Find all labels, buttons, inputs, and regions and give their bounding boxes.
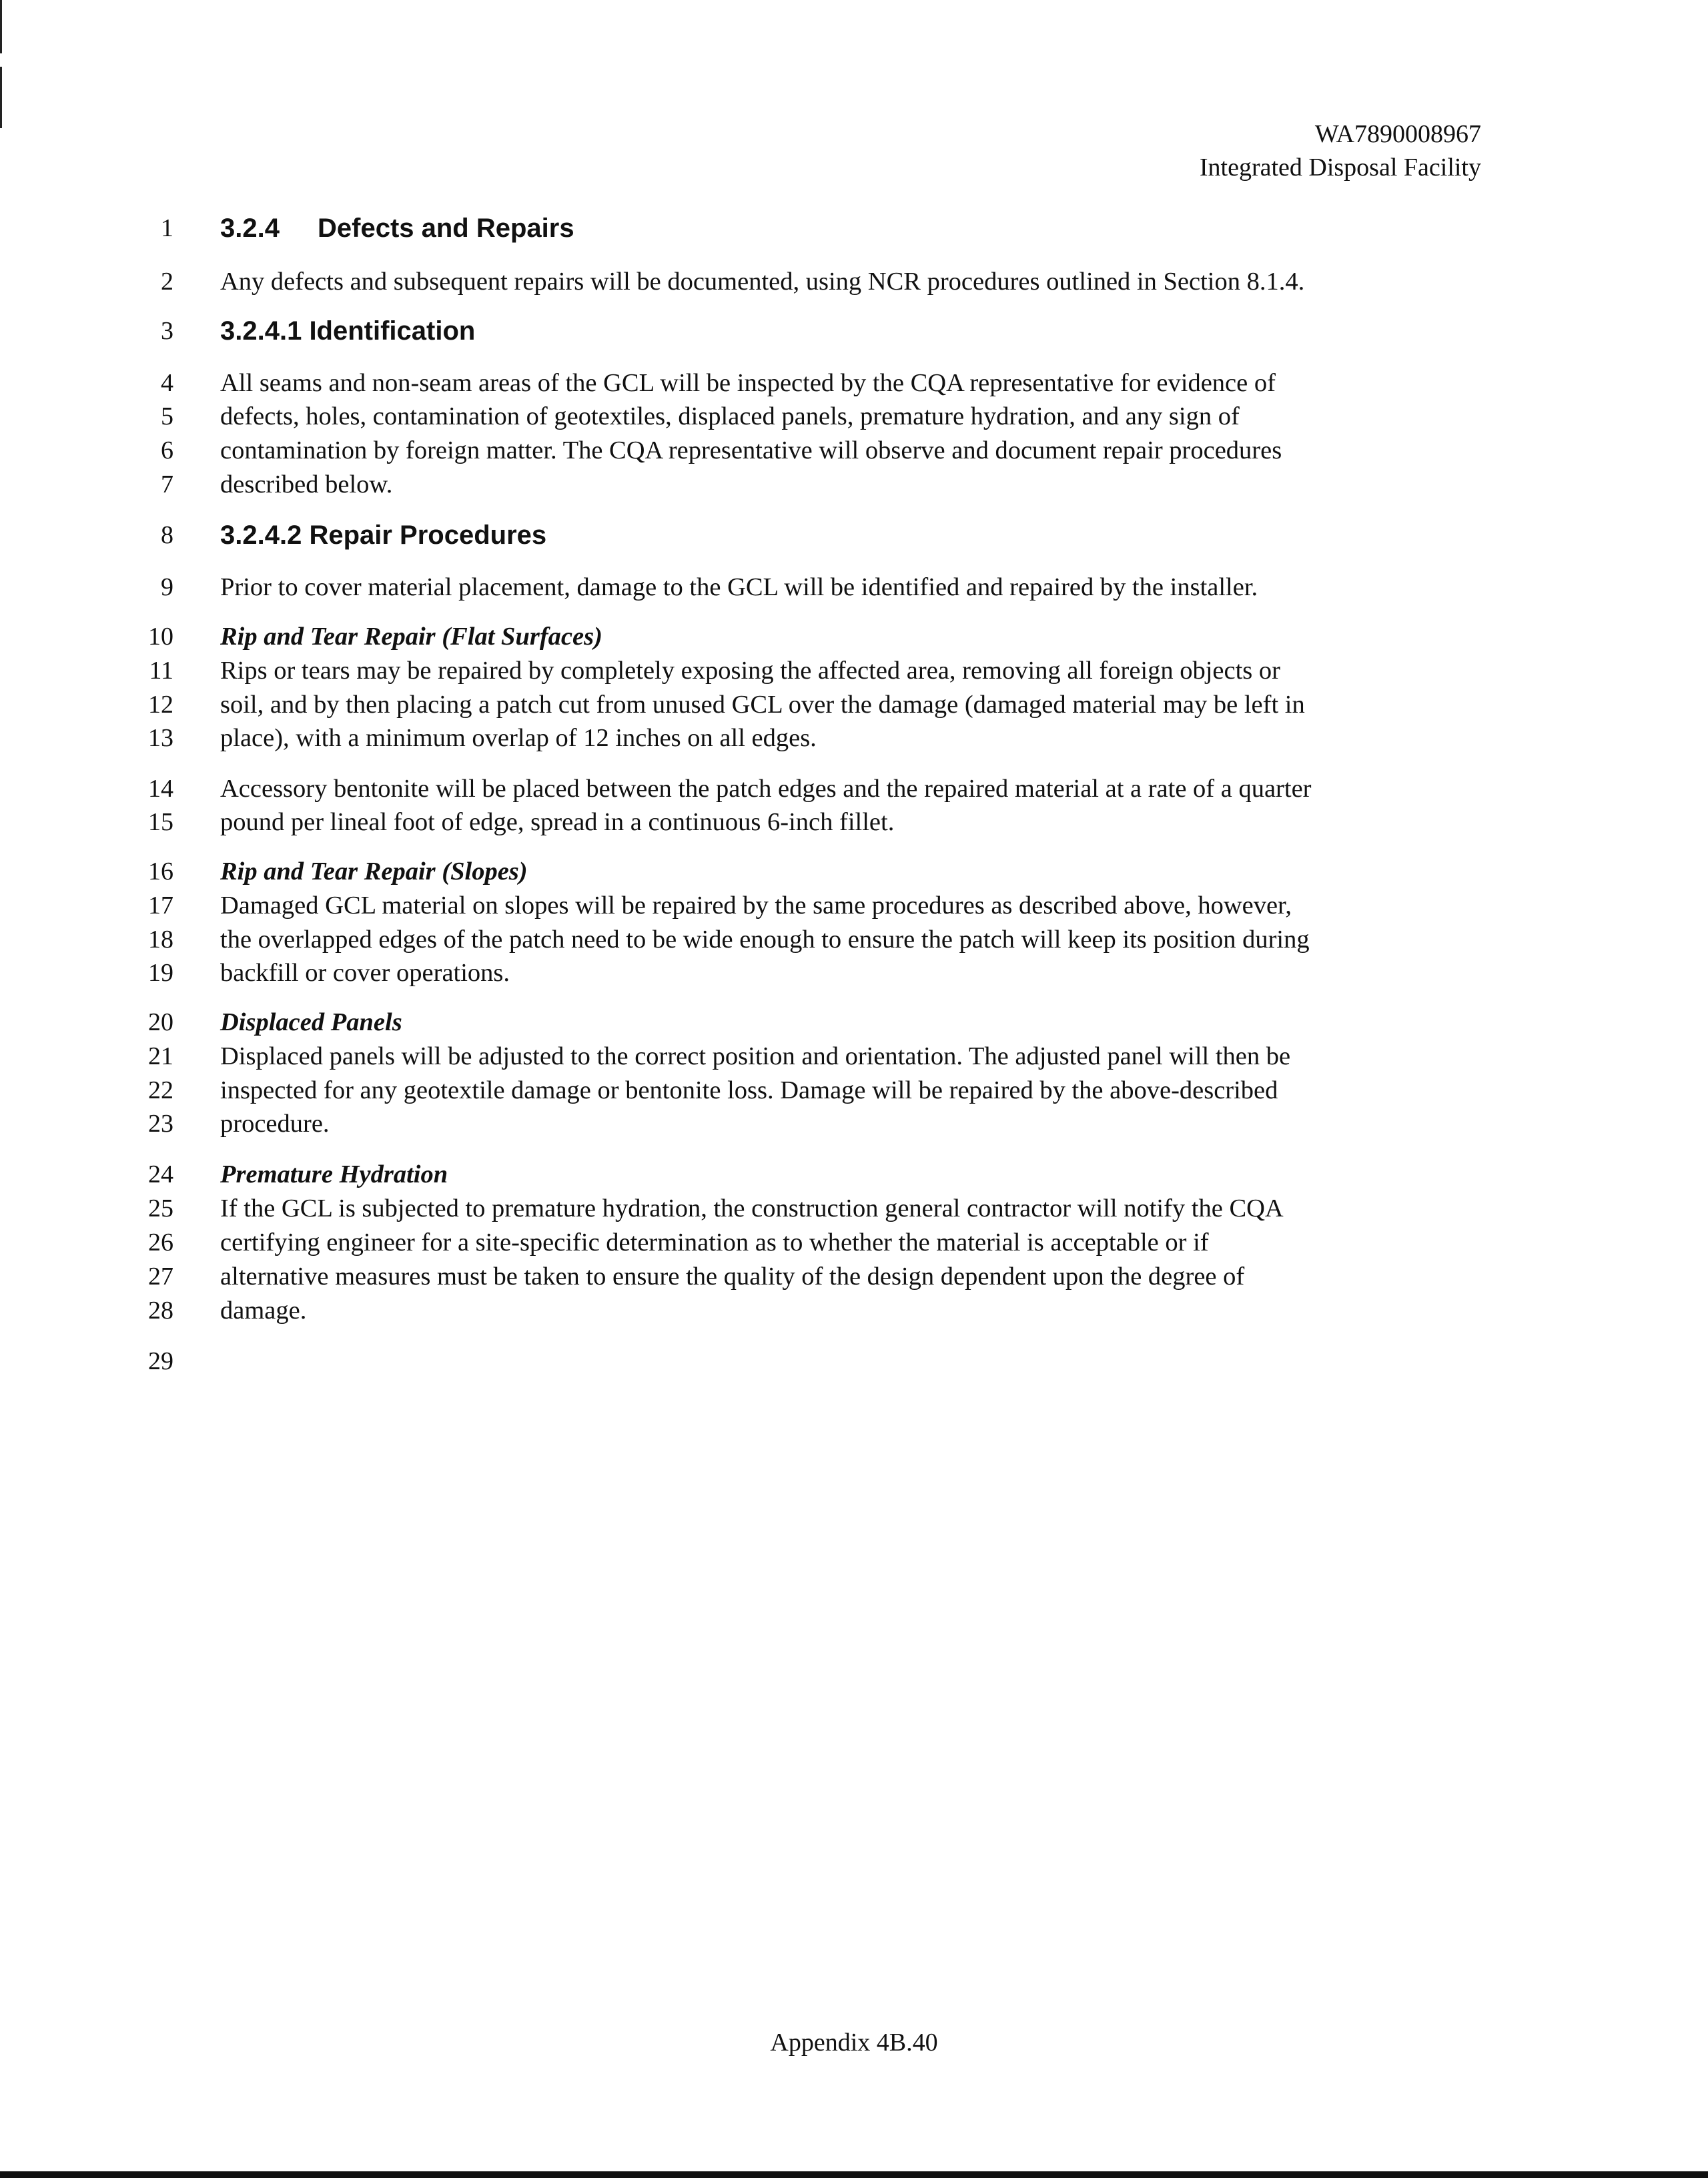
subheading: Rip and Tear Repair (Flat Surfaces) xyxy=(220,623,602,651)
document-line xyxy=(0,1293,1708,1328)
body-text: Any defects and subsequent repairs will be documented, using NCR procedures outlined in Section 8.1.4. xyxy=(220,268,1305,296)
line-number: 13 xyxy=(148,724,173,752)
line-number: 2 xyxy=(161,268,173,296)
document-line xyxy=(0,805,1708,839)
line-number: 19 xyxy=(148,959,173,987)
document-line xyxy=(0,1106,1708,1141)
body-text: If the GCL is subjected to premature hydration, the construction general contractor will notify the CQA xyxy=(220,1194,1284,1222)
line-number: 26 xyxy=(148,1228,173,1256)
document-line xyxy=(0,619,1708,654)
body-text: Damaged GCL material on slopes will be repaired by the same procedures as described above, however, xyxy=(220,891,1292,920)
page-header xyxy=(1200,117,1481,184)
facility-name: Integrated Disposal Facility xyxy=(1199,153,1481,182)
document-line xyxy=(0,653,1708,688)
document-line xyxy=(0,1225,1708,1260)
document-line xyxy=(0,1259,1708,1294)
section-heading xyxy=(220,211,574,246)
body-text: soil, and by then placing a patch cut from unused GCL over the damage (damaged material may be left in xyxy=(220,691,1305,719)
scan-bottom-edge xyxy=(0,2171,1708,2178)
document-line xyxy=(0,888,1708,923)
section-number: 3.2.4 xyxy=(220,214,280,243)
body-text: place), with a minimum overlap of 12 inches on all edges. xyxy=(220,724,817,752)
line-number: 22 xyxy=(148,1076,173,1104)
body-text: contamination by foreign matter. The CQA representative will observe and document repair procedures xyxy=(220,436,1282,464)
line-number: 28 xyxy=(148,1297,173,1325)
document-line xyxy=(0,1039,1708,1074)
document-line xyxy=(0,211,1708,246)
line-number: 9 xyxy=(161,573,173,601)
line-number: 18 xyxy=(148,926,173,954)
line-number: 14 xyxy=(148,775,173,803)
body-text: backfill or cover operations. xyxy=(220,959,510,987)
document-line xyxy=(0,467,1708,502)
subheading: Rip and Tear Repair (Slopes) xyxy=(220,857,528,885)
document-line xyxy=(0,264,1708,299)
body-text: certifying engineer for a site-specific determination as to whether the material is acceptable or if xyxy=(220,1228,1209,1256)
line-number: 10 xyxy=(148,623,173,651)
scan-edge-mark xyxy=(0,67,2,128)
document-line xyxy=(0,518,1708,553)
body-text: pound per lineal foot of edge, spread in a continuous 6-inch fillet. xyxy=(220,808,895,836)
line-number: 16 xyxy=(148,857,173,885)
subheading: Displaced Panels xyxy=(220,1008,402,1036)
document-line xyxy=(0,314,1708,348)
document-line xyxy=(0,1073,1708,1108)
body-text: the overlapped edges of the patch need to be wide enough to ensure the patch will keep its position during xyxy=(220,926,1310,954)
document-line xyxy=(0,433,1708,468)
document-line xyxy=(0,570,1708,605)
line-number: 3 xyxy=(161,317,173,345)
document-line xyxy=(0,854,1708,889)
line-number: 24 xyxy=(148,1160,173,1188)
page-label: Appendix 4B.40 xyxy=(770,2029,938,2057)
line-number: 21 xyxy=(148,1042,173,1070)
line-number: 27 xyxy=(148,1262,173,1291)
body-text: damage. xyxy=(220,1297,307,1325)
document-line xyxy=(0,1191,1708,1226)
subsection-heading: 3.2.4.1 Identification xyxy=(220,316,476,346)
line-number: 23 xyxy=(148,1110,173,1138)
subsection-heading: 3.2.4.2 Repair Procedures xyxy=(220,520,547,550)
document-line xyxy=(0,956,1708,990)
document-line xyxy=(0,1005,1708,1040)
body-text: defects, holes, contamination of geotextiles, displaced panels, premature hydration, and any sign of xyxy=(220,402,1240,430)
body-text: Accessory bentonite will be placed between the patch edges and the repaired material at a rate of a quarter xyxy=(220,775,1312,803)
body-text: Displaced panels will be adjusted to the correct position and orientation. The adjusted panel will then be xyxy=(220,1042,1291,1070)
permit-number: WA7890008967 xyxy=(1314,120,1481,148)
line-number: 7 xyxy=(161,470,173,498)
body-text: described below. xyxy=(220,470,393,498)
line-number: 20 xyxy=(148,1008,173,1036)
document-line xyxy=(0,922,1708,957)
document-line xyxy=(0,721,1708,755)
body-text: inspected for any geotextile damage or bentonite loss. Damage will be repaired by the above-described xyxy=(220,1076,1278,1104)
document-line xyxy=(0,366,1708,400)
line-number: 29 xyxy=(148,1347,173,1375)
line-number: 15 xyxy=(148,808,173,836)
document-line xyxy=(0,1157,1708,1192)
document-line xyxy=(0,771,1708,806)
line-number: 8 xyxy=(161,521,173,549)
body-text: Prior to cover material placement, damage to the GCL will be identified and repaired by the installer. xyxy=(220,573,1258,601)
body-text: Rips or tears may be repaired by completely exposing the affected area, removing all foreign objects or xyxy=(220,657,1280,685)
line-number: 5 xyxy=(161,402,173,430)
line-number: 6 xyxy=(161,436,173,464)
document-line xyxy=(0,687,1708,722)
body-text: alternative measures must be taken to ensure the quality of the design dependent upon the degree of xyxy=(220,1262,1245,1291)
line-number: 25 xyxy=(148,1194,173,1222)
line-number: 12 xyxy=(148,691,173,719)
page-footer xyxy=(0,2026,1708,2059)
line-number: 4 xyxy=(161,369,173,397)
scan-edge-mark xyxy=(0,0,2,53)
section-title: Defects and Repairs xyxy=(318,214,574,243)
document-line xyxy=(0,399,1708,434)
line-number: 17 xyxy=(148,891,173,920)
subheading: Premature Hydration xyxy=(220,1160,448,1188)
line-number: 1 xyxy=(161,214,173,242)
body-text: procedure. xyxy=(220,1110,330,1138)
document-line xyxy=(0,1344,1708,1379)
body-text: All seams and non-seam areas of the GCL will be inspected by the CQA representative for evidence of xyxy=(220,369,1276,397)
line-number: 11 xyxy=(149,657,173,685)
